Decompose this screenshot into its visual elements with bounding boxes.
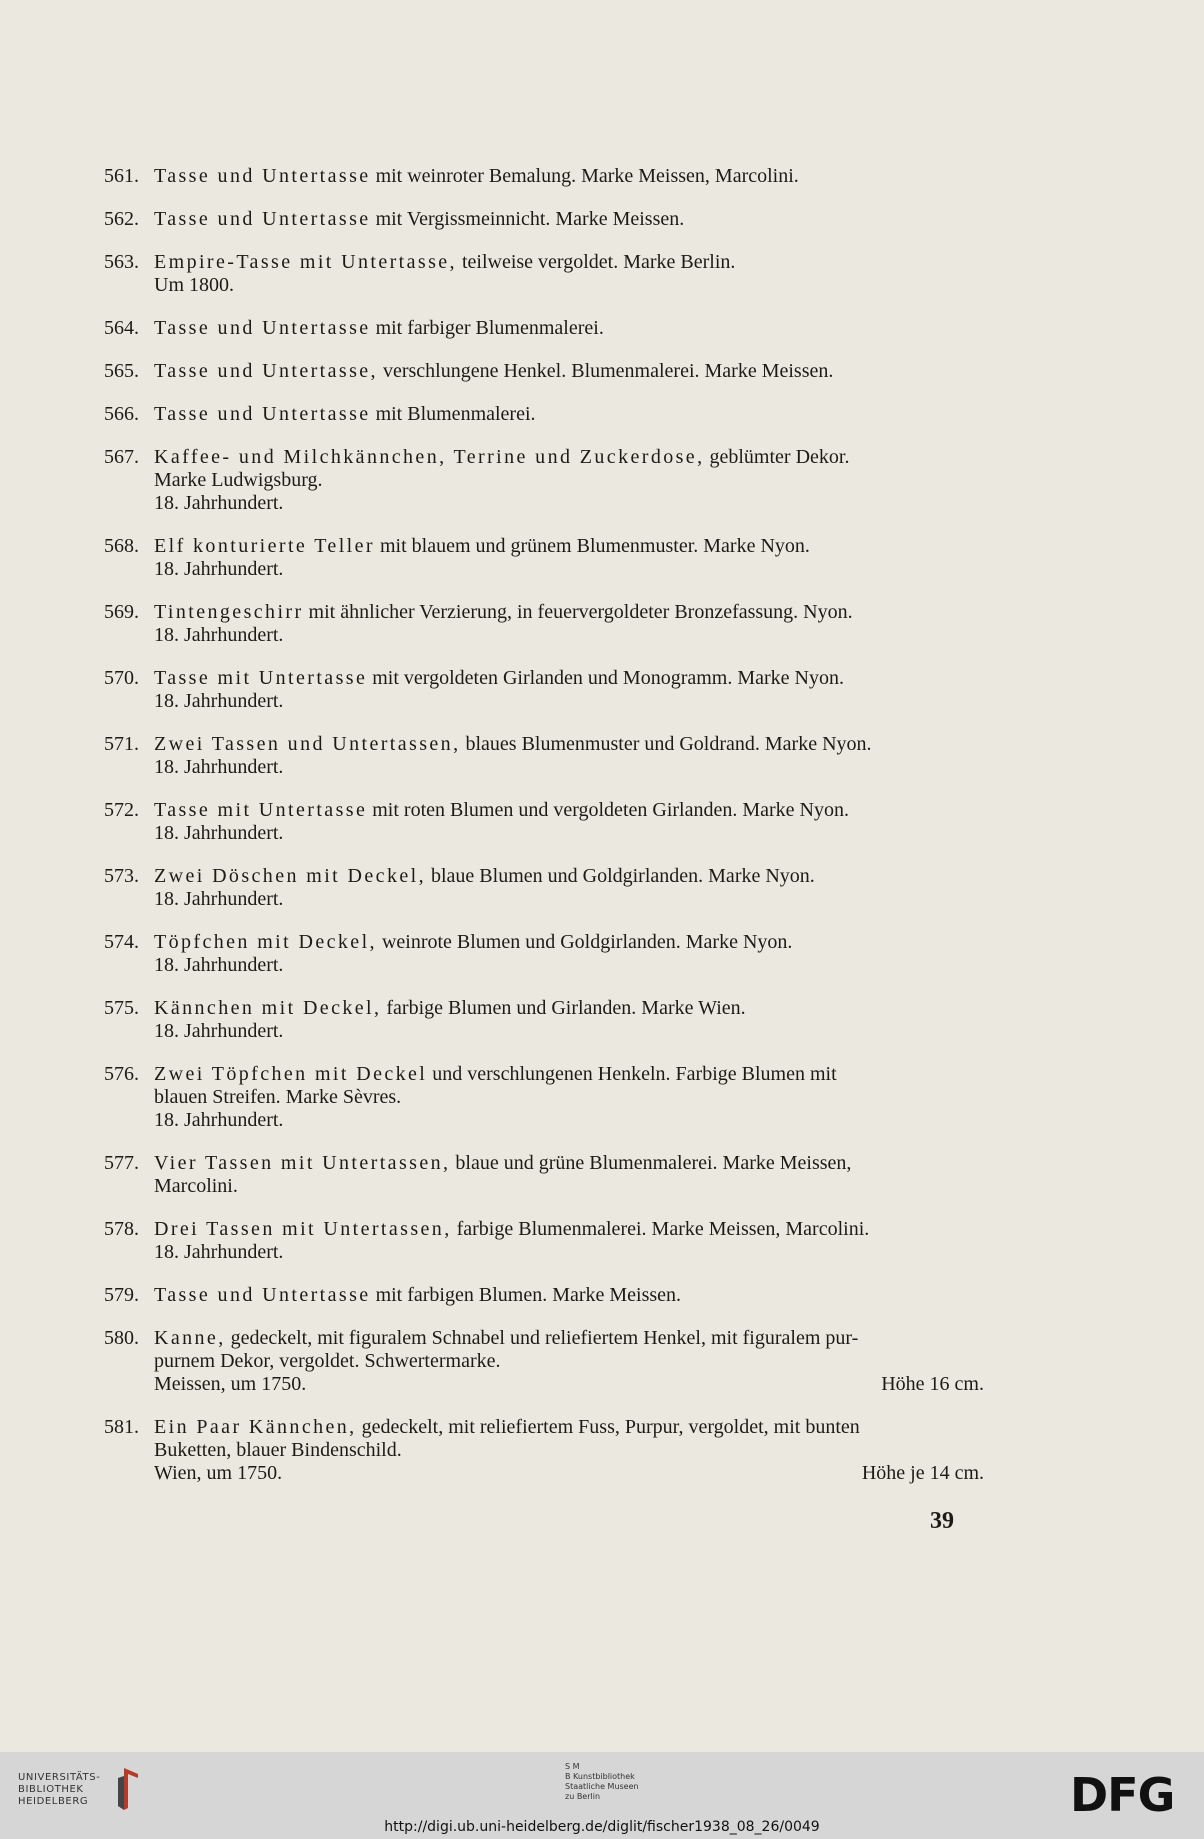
entry-number: 562. bbox=[104, 208, 139, 230]
entry-title-text: Tasse und Untertasse bbox=[154, 403, 371, 425]
ub-logo-line: HEIDELBERG bbox=[18, 1796, 89, 1807]
entry-title-text: Kanne, bbox=[154, 1327, 226, 1349]
entry-title-text: Tasse und Untertasse bbox=[154, 317, 371, 339]
entry-title-text: Vier Tassen mit Untertassen, bbox=[154, 1152, 451, 1174]
entry-text: verschlungene Henkel. Blumenmalerei. Marke Meissen. bbox=[377, 360, 834, 382]
ub-heidelberg-logo[interactable] bbox=[18, 1772, 100, 1808]
entry-provenance-line bbox=[154, 1462, 984, 1485]
entry-title-text: Empire-Tasse mit Untertasse, bbox=[154, 251, 457, 273]
entry-number: 580. bbox=[104, 1327, 139, 1349]
catalog-entry bbox=[104, 317, 984, 340]
entry-line bbox=[154, 799, 984, 822]
entry-number: 570. bbox=[104, 667, 139, 689]
entry-text: mit farbiger Blumenmalerei. bbox=[370, 317, 604, 339]
entry-line bbox=[154, 1439, 984, 1462]
entry-line bbox=[154, 733, 984, 756]
entry-number: 574. bbox=[104, 931, 139, 953]
entry-provenance: Meissen, um 1750. bbox=[154, 1373, 307, 1395]
entry-text: 18. Jahrhundert. bbox=[154, 822, 284, 844]
entry-text: blaue und grüne Blumenmalerei. Marke Meissen, bbox=[450, 1152, 852, 1174]
catalog-entry bbox=[104, 535, 984, 581]
dfg-logo[interactable]: DFG bbox=[1070, 1768, 1175, 1822]
entry-line bbox=[154, 822, 984, 845]
entry-line bbox=[154, 756, 984, 779]
entry-line bbox=[154, 492, 984, 515]
entry-text: 18. Jahrhundert. bbox=[154, 690, 284, 712]
entry-title-text: Tasse und Untertasse bbox=[154, 208, 371, 230]
entry-text: farbige Blumenmalerei. Marke Meissen, Marcolini. bbox=[451, 1218, 870, 1240]
catalog-entry bbox=[104, 1416, 984, 1485]
entry-provenance-line bbox=[154, 1373, 984, 1396]
entry-line bbox=[154, 624, 984, 647]
entry-text: 18. Jahrhundert. bbox=[154, 1020, 284, 1042]
entry-line bbox=[154, 865, 984, 888]
page-number: 39 bbox=[930, 1508, 954, 1534]
catalog-entry bbox=[104, 1284, 984, 1307]
catalog-entry bbox=[104, 360, 984, 383]
entry-line bbox=[154, 667, 984, 690]
entry-text: mit blauem und grünem Blumenmuster. Marke Nyon. bbox=[374, 535, 810, 557]
smb-kunstbibliothek-logo[interactable] bbox=[565, 1762, 639, 1802]
entry-number: 577. bbox=[104, 1152, 139, 1174]
entry-text: Marcolini. bbox=[154, 1175, 238, 1197]
entry-text: mit farbigen Blumen. Marke Meissen. bbox=[370, 1284, 682, 1306]
smb-logo-line: zu Berlin bbox=[565, 1792, 601, 1801]
catalog-entry bbox=[104, 1063, 984, 1132]
entry-line bbox=[154, 1284, 984, 1307]
entry-text: 18. Jahrhundert. bbox=[154, 1241, 284, 1263]
catalog-entry bbox=[104, 403, 984, 426]
entry-text: blaues Blumenmuster und Goldrand. Marke Nyon. bbox=[460, 733, 872, 755]
entry-number: 561. bbox=[104, 165, 139, 187]
entry-text: mit ähnlicher Verzierung, in feuervergoldeter Bronzefassung. Nyon. bbox=[303, 601, 853, 623]
entry-line bbox=[154, 1327, 984, 1350]
entry-text: blauen Streifen. Marke Sèvres. bbox=[154, 1086, 402, 1108]
entry-title-text: Tasse und Untertasse, bbox=[154, 360, 378, 382]
entry-title-text: Töpfchen mit Deckel, bbox=[154, 931, 377, 953]
entry-title-text: Kännchen mit Deckel, bbox=[154, 997, 382, 1019]
entry-number: 578. bbox=[104, 1218, 139, 1240]
entry-line bbox=[154, 1416, 984, 1439]
entry-text: gedeckelt, mit reliefiertem Fuss, Purpur, vergoldet, mit bunten bbox=[356, 1416, 860, 1438]
entry-line bbox=[154, 317, 984, 340]
entry-line bbox=[154, 208, 984, 231]
entry-text: 18. Jahrhundert. bbox=[154, 954, 284, 976]
entry-line bbox=[154, 601, 984, 624]
entry-line bbox=[154, 1350, 984, 1373]
smb-logo-line: B Kunstbibliothek bbox=[565, 1772, 635, 1781]
entry-number: 573. bbox=[104, 865, 139, 887]
entry-text: mit Blumenmalerei. bbox=[370, 403, 536, 425]
entry-text: purnem Dekor, vergoldet. Schwertermarke. bbox=[154, 1350, 501, 1372]
entry-title-text: Tasse mit Untertasse bbox=[154, 799, 368, 821]
entry-text: 18. Jahrhundert. bbox=[154, 624, 284, 646]
entry-title-text: Tasse und Untertasse bbox=[154, 1284, 371, 1306]
entry-line bbox=[154, 360, 984, 383]
catalog-entry bbox=[104, 251, 984, 297]
entry-text: Buketten, blauer Bindenschild. bbox=[154, 1439, 402, 1461]
catalog-entries bbox=[104, 165, 984, 1505]
entry-text: mit weinroter Bemalung. Marke Meissen, Marcolini. bbox=[370, 165, 799, 187]
entry-text: gedeckelt, mit figuralem Schnabel und reliefiertem Henkel, mit figuralem pur- bbox=[225, 1327, 859, 1349]
entry-title-text: Zwei Tassen und Untertassen, bbox=[154, 733, 461, 755]
entry-number: 567. bbox=[104, 446, 139, 468]
entry-title-text: Tintengeschirr bbox=[154, 601, 304, 623]
entry-text: blaue Blumen und Goldgirlanden. Marke Nyon. bbox=[425, 865, 815, 887]
entry-line bbox=[154, 954, 984, 977]
entry-line bbox=[154, 274, 984, 297]
catalog-entry bbox=[104, 865, 984, 911]
entry-text: mit vergoldeten Girlanden und Monogramm. Marke Nyon. bbox=[367, 667, 844, 689]
entry-line bbox=[154, 1152, 984, 1175]
entry-number: 563. bbox=[104, 251, 139, 273]
catalog-entry bbox=[104, 997, 984, 1043]
entry-line bbox=[154, 1175, 984, 1198]
entry-line bbox=[154, 535, 984, 558]
ub-logo-line: UNIVERSITÄTS- bbox=[18, 1772, 101, 1783]
catalog-entry bbox=[104, 1152, 984, 1198]
entry-text: Marke Ludwigsburg. bbox=[154, 469, 323, 491]
catalog-entry bbox=[104, 446, 984, 515]
entry-text: geblümter Dekor. bbox=[704, 446, 850, 468]
entry-line bbox=[154, 558, 984, 581]
entry-line bbox=[154, 1063, 984, 1086]
entry-line bbox=[154, 251, 984, 274]
entry-number: 565. bbox=[104, 360, 139, 382]
entry-text: mit Vergissmeinnicht. Marke Meissen. bbox=[370, 208, 685, 230]
entry-number: 566. bbox=[104, 403, 139, 425]
viewer-footer bbox=[0, 1752, 1204, 1839]
entry-number: 564. bbox=[104, 317, 139, 339]
entry-number: 579. bbox=[104, 1284, 139, 1306]
catalog-entry bbox=[104, 601, 984, 647]
entry-text: Um 1800. bbox=[154, 274, 234, 296]
catalog-entry bbox=[104, 733, 984, 779]
entry-text: 18. Jahrhundert. bbox=[154, 558, 284, 580]
entry-number: 572. bbox=[104, 799, 139, 821]
entry-title-text: Kaffee- und Milchkännchen, Terrine und Zuckerdose, bbox=[154, 446, 705, 468]
entry-text: mit roten Blumen und vergoldeten Girlanden. Marke Nyon. bbox=[367, 799, 849, 821]
entry-line bbox=[154, 888, 984, 911]
catalog-entry bbox=[104, 799, 984, 845]
entry-text: weinrote Blumen und Goldgirlanden. Marke Nyon. bbox=[376, 931, 793, 953]
entry-text: und verschlungenen Henkeln. Farbige Blumen mit bbox=[427, 1063, 837, 1085]
entry-provenance: Wien, um 1750. bbox=[154, 1462, 283, 1484]
entry-line bbox=[154, 1241, 984, 1264]
entry-number: 569. bbox=[104, 601, 139, 623]
entry-line bbox=[154, 446, 984, 469]
catalog-entry bbox=[104, 931, 984, 977]
catalog-entry bbox=[104, 1218, 984, 1264]
entry-number: 576. bbox=[104, 1063, 139, 1085]
entry-line bbox=[154, 165, 984, 188]
entry-title-text: Zwei Döschen mit Deckel, bbox=[154, 865, 426, 887]
ub-logo-line: BIBLIOTHEK bbox=[18, 1784, 84, 1795]
entry-line bbox=[154, 931, 984, 954]
ub-heidelberg-mark-icon bbox=[104, 1764, 144, 1814]
entry-line bbox=[154, 403, 984, 426]
entry-number: 581. bbox=[104, 1416, 139, 1438]
entry-text: 18. Jahrhundert. bbox=[154, 1109, 284, 1131]
entry-title-text: Tasse und Untertasse bbox=[154, 165, 371, 187]
entry-text: 18. Jahrhundert. bbox=[154, 756, 284, 778]
entry-title-text: Zwei Töpfchen mit Deckel bbox=[154, 1063, 428, 1085]
entry-number: 575. bbox=[104, 997, 139, 1019]
entry-number: 568. bbox=[104, 535, 139, 557]
catalog-entry bbox=[104, 1327, 984, 1396]
entry-text: 18. Jahrhundert. bbox=[154, 888, 284, 910]
entry-line bbox=[154, 997, 984, 1020]
entry-line bbox=[154, 1109, 984, 1132]
entry-text: teilweise vergoldet. Marke Berlin. bbox=[456, 251, 736, 273]
catalog-entry bbox=[104, 165, 984, 188]
smb-logo-line: Staatliche Museen bbox=[565, 1782, 639, 1791]
entry-title-text: Drei Tassen mit Untertassen, bbox=[154, 1218, 452, 1240]
entry-line bbox=[154, 469, 984, 492]
entry-line bbox=[154, 1020, 984, 1043]
entry-number: 571. bbox=[104, 733, 139, 755]
catalog-entry bbox=[104, 667, 984, 713]
entry-title-text: Elf konturierte Teller bbox=[154, 535, 375, 557]
entry-line bbox=[154, 690, 984, 713]
source-url[interactable]: http://digi.ub.uni-heidelberg.de/diglit/fischer1938_08_26/0049 bbox=[384, 1819, 820, 1835]
entry-title-text: Tasse mit Untertasse bbox=[154, 667, 368, 689]
entry-height: Höhe je 14 cm. bbox=[861, 1462, 984, 1484]
catalog-entry bbox=[104, 208, 984, 231]
entry-height: Höhe 16 cm. bbox=[881, 1373, 984, 1395]
entry-line bbox=[154, 1218, 984, 1241]
entry-text: farbige Blumen und Girlanden. Marke Wien. bbox=[381, 997, 746, 1019]
entry-title-text: Ein Paar Kännchen, bbox=[154, 1416, 357, 1438]
entry-text: 18. Jahrhundert. bbox=[154, 492, 284, 514]
entry-line bbox=[154, 1086, 984, 1109]
smb-logo-line: S M bbox=[565, 1762, 580, 1771]
